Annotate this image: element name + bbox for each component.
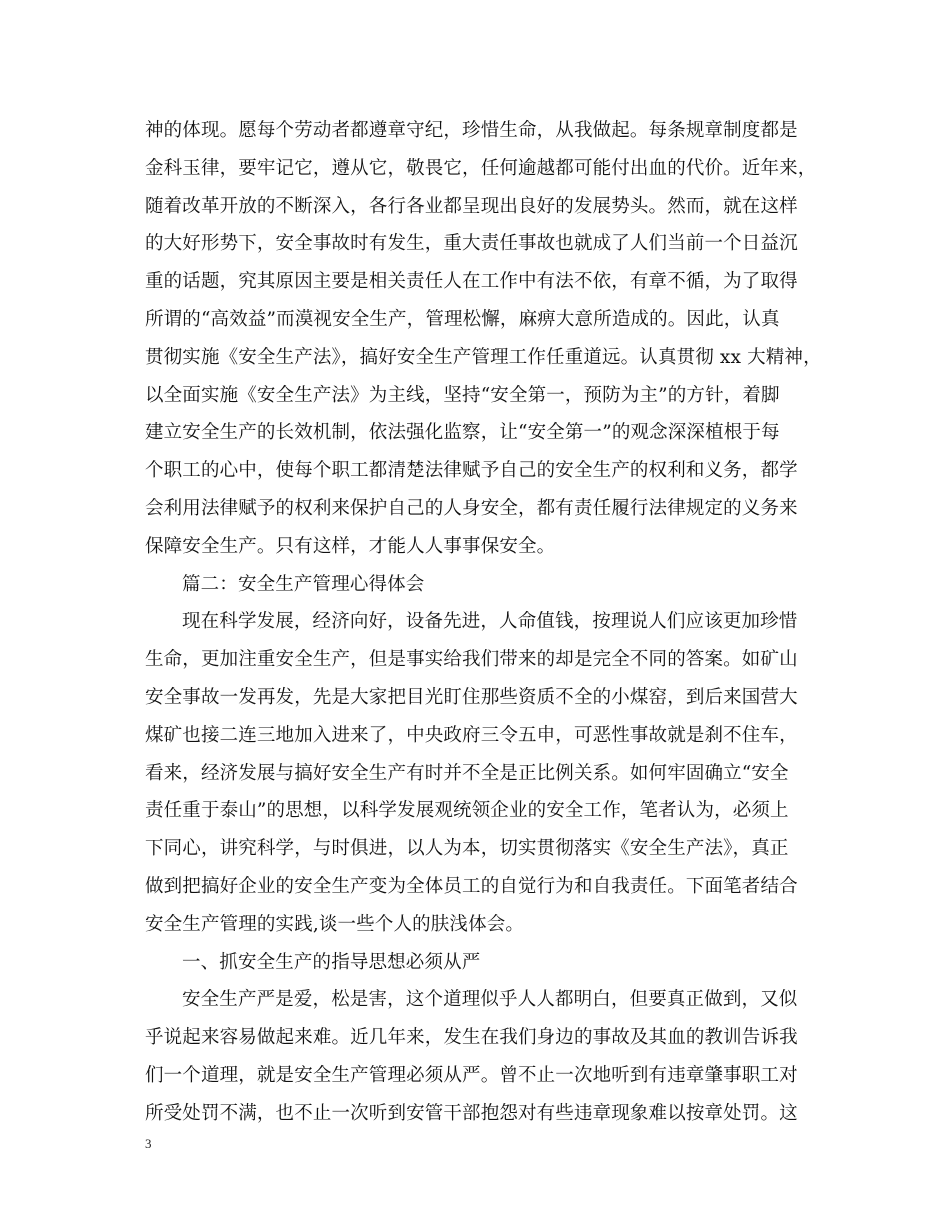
page-number: 3: [145, 1136, 152, 1151]
body-text: [145, 112, 822, 1133]
text-line: 乎说起来容易做起来难。近几年来，发生在我们身边的事故及其血的教训告诉我: [145, 1027, 798, 1049]
text-line: 安全生产严是爱，松是害，这个道理似乎人人都明白，但要真正做到，又似: [182, 989, 798, 1011]
text-line: 重的话题，究其原因主要是相关责任人在工作中有法不依，有章不循，为了取得: [145, 271, 798, 293]
text-line: 神的体现。愿每个劳动者都遵章守纪，珍惜生命，从我做起。每条规章制度都是: [145, 120, 798, 141]
text-line: 建立安全生产的长效机制，依法强化监察，让“安全第一”的观念深深植根于每: [145, 422, 780, 444]
text-line: 所受处罚不满，也不止一次听到安管干部抱怨对有些违章现象难以按章处罚。这: [145, 1102, 798, 1124]
text-line: 下同心，讲究科学，与时俱进，以人为本，切实贯彻落实《安全生产法》，真正: [145, 838, 789, 860]
text-line: 煤矿也接二连三地加入进来了，中央政府三令五申，可恶性事故就是刹不住车，: [145, 724, 798, 746]
text-line: 的大好形势下，安全事故时有发生，重大责任事故也就成了人们当前一个日益沉: [145, 233, 798, 255]
text-line: 会利用法律赋予的权利来保护自己的人身安全，都有责任履行法律规定的义务来: [145, 497, 798, 519]
text-line: 随着改革开放的不断深入，各行各业都呈现出良好的发展势头。然而，就在这样: [145, 195, 798, 217]
text-line: 所谓的“高效益”而漠视安全生产，管理松懈，麻痹大意所造成的。因此，认真: [145, 308, 780, 330]
section-heading: 篇二：安全生产管理心得体会: [182, 573, 425, 595]
text-line: 生命，更加注重安全生产，但是事实给我们带来的却是完全不同的答案。如矿山: [145, 649, 798, 671]
text-line: 保障安全生产。只有这样，才能人人事事保安全。: [145, 535, 556, 557]
text-line: 们一个道理，就是安全生产管理必须从严。曾不止一次地听到有违章肇事职工对: [145, 1064, 798, 1086]
text-line: 以全面实施《安全生产法》为主线，坚持“安全第一，预防为主”的方针，着脚: [145, 384, 780, 406]
subsection-heading: 一、抓安全生产的指导思想必须从严: [182, 951, 481, 973]
text-line: 金科玉律，要牢记它，遵从它，敬畏它，任何逾越都可能付出血的代价。近年来，: [145, 157, 817, 179]
text-line: 贯彻实施《安全生产法》，搞好安全生产管理工作任重道远。认真贯彻 xx 大精神，: [145, 346, 822, 368]
text-line: 安全生产管理的实践,谈一些个人的肤浅体会。: [145, 913, 525, 935]
text-line: 安全事故一发再发，先是大家把目光盯住那些资质不全的小煤窑，到后来国营大: [145, 686, 798, 708]
text-line: 责任重于泰山”的思想，以科学发展观统领企业的安全工作，笔者认为，必须上: [145, 800, 789, 822]
text-line: 看来，经济发展与搞好安全生产有时并不全是正比例关系。如何牢固确立“安全: [145, 762, 789, 784]
text-line: 个职工的心中，使每个职工都清楚法律赋予自己的安全生产的权利和义务，都学: [145, 460, 798, 482]
text-line: 做到把搞好企业的安全生产变为全体员工的自觉行为和自我责任。下面笔者结合: [145, 875, 798, 897]
text-line: 现在科学发展，经济向好，设备先进，人命值钱，按理说人们应该更加珍惜: [182, 611, 798, 633]
